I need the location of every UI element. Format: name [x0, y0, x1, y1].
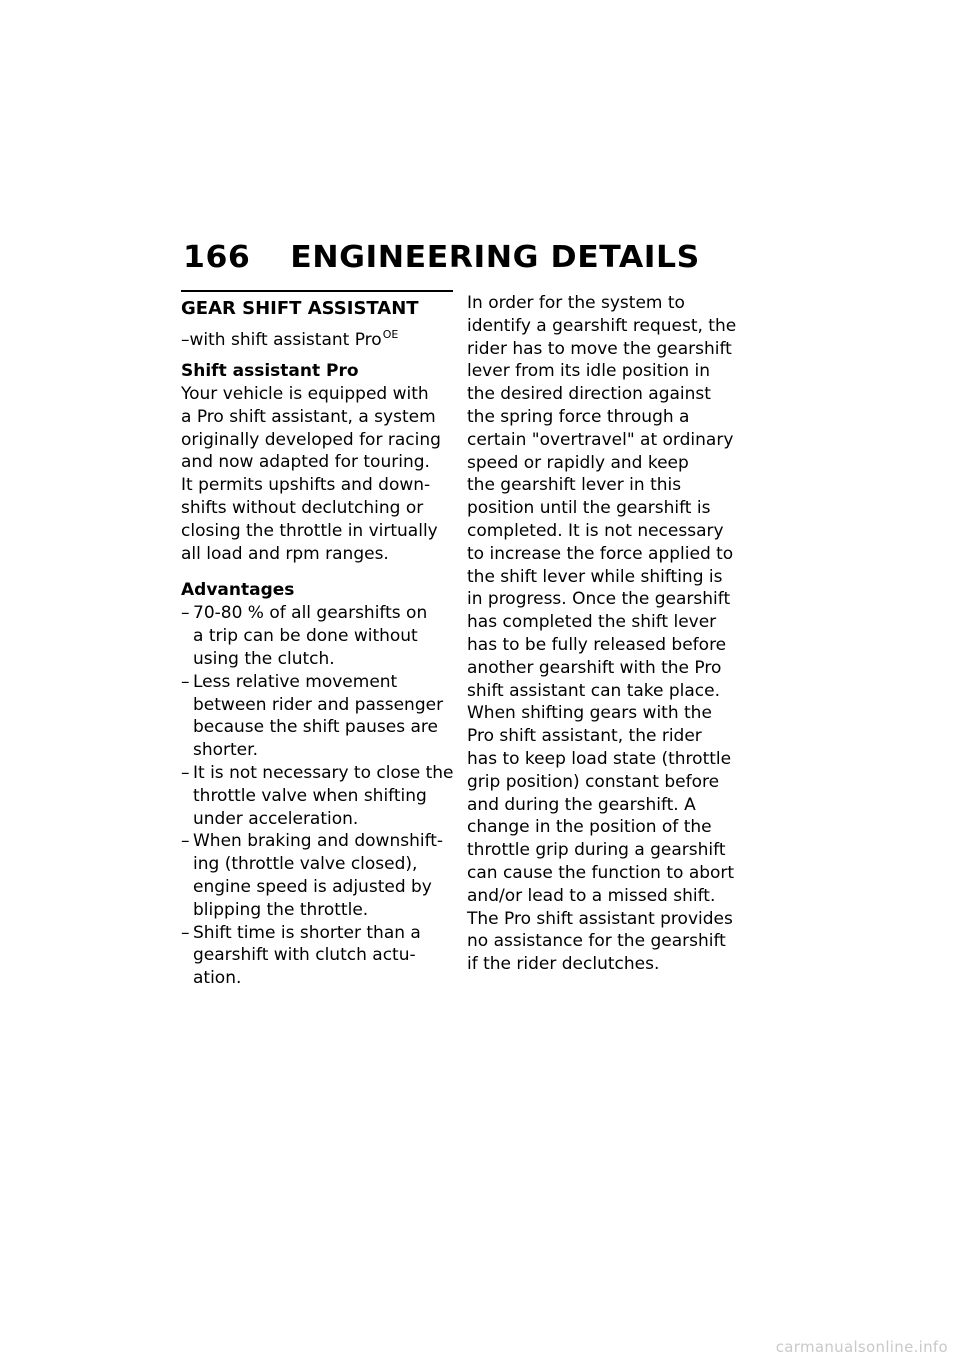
text-line: in progress. Once the gearshift: [467, 589, 731, 610]
list-item: [181, 671, 453, 762]
text-line: no assistance for the gearshift: [467, 931, 726, 952]
list-item: [181, 602, 453, 670]
text-line: throttle valve when shifting: [193, 785, 427, 806]
text-line: has completed the shift lever: [467, 612, 717, 633]
text-line: shift assistant can take place.: [467, 680, 721, 701]
text-line: all load and rpm ranges.: [181, 543, 389, 564]
list-item: [181, 762, 453, 830]
subheading: Shift assistant Pro: [181, 361, 359, 381]
text-line: – It is not necessary to close the: [193, 762, 454, 783]
list-item: [181, 922, 453, 990]
text-line: shifts without declutching or: [181, 497, 424, 518]
list-item: [181, 830, 453, 921]
text-line: gearshift with clutch actu-: [193, 945, 416, 966]
text-line: has to keep load state (throttle: [467, 748, 732, 769]
text-line: can cause the function to abort: [467, 862, 735, 883]
text-line: – When braking and downshift-: [193, 831, 444, 852]
text-line: the spring force through a: [467, 406, 690, 427]
intro-paragraph: [181, 383, 453, 565]
right-paragraph: [467, 292, 739, 976]
text-line: – 70-80 % of all gearshifts on: [193, 603, 428, 624]
text-line: and now adapted for touring.: [181, 452, 430, 473]
text-line: grip position) constant before: [467, 771, 720, 792]
watermark: carmanualsonline.info: [775, 1338, 948, 1356]
text-line: change in the position of the: [467, 817, 712, 838]
text-line: identify a gearshift request, the: [467, 315, 737, 336]
page-header: [183, 240, 700, 275]
left-column: [181, 290, 453, 990]
text-line: shorter.: [193, 740, 258, 761]
advantages-heading: Advantages: [181, 580, 295, 601]
text-line: ation.: [193, 968, 242, 989]
text-line: a Pro shift assistant, a system: [181, 406, 436, 427]
text-line: The Pro shift assistant provides: [467, 908, 733, 929]
text-line: under acceleration.: [193, 808, 359, 829]
text-line: ing (throttle valve closed),: [193, 854, 418, 875]
condition-text: –with shift assistant Pro: [181, 330, 382, 350]
text-line: using the clutch.: [193, 648, 335, 669]
text-line: Your vehicle is equipped with: [181, 384, 429, 404]
advantages-list: [181, 602, 453, 990]
text-line: the gearshift lever in this: [467, 475, 682, 496]
text-line: – Shift time is shorter than a: [193, 922, 421, 943]
text-line: In order for the system to: [467, 293, 685, 313]
right-column: [467, 290, 739, 976]
equipment-condition: [181, 323, 453, 352]
text-line: if the rider declutches.: [467, 954, 660, 975]
text-line: lever from its idle position in: [467, 361, 711, 382]
text-line: certain "overtravel" at ordinary: [467, 429, 734, 450]
text-line: When shifting gears with the: [467, 703, 712, 724]
text-line: blipping the throttle.: [193, 899, 369, 920]
text-line: engine speed is adjusted by: [193, 876, 432, 897]
page-number: 166: [183, 240, 251, 275]
chapter-title: ENGINEERING DETAILS: [290, 240, 700, 275]
text-line: throttle grip during a gearshift: [467, 840, 726, 861]
text-line: and during the gearshift. A: [467, 794, 696, 815]
text-line: speed or rapidly and keep: [467, 452, 689, 473]
text-line: and/or lead to a missed shift.: [467, 885, 716, 906]
text-line: rider has to move the gearshift: [467, 338, 732, 359]
text-line: completed. It is not necessary: [467, 520, 724, 541]
text-line: another gearshift with the Pro: [467, 657, 722, 678]
text-line: because the shift pauses are: [193, 717, 438, 738]
text-line: originally developed for racing: [181, 429, 441, 450]
text-line: between rider and passenger: [193, 694, 444, 715]
text-line: a trip can be done without: [193, 626, 418, 647]
text-line: Pro shift assistant, the rider: [467, 726, 702, 747]
text-line: – Less relative movement: [193, 671, 398, 692]
text-line: has to be fully released before: [467, 634, 727, 655]
text-line: the shift lever while shifting is: [467, 566, 723, 587]
text-line: the desired direction against: [467, 384, 711, 405]
optional-equipment-marker: OE: [382, 328, 399, 341]
text-line: to increase the force applied to: [467, 543, 734, 564]
text-line: closing the throttle in virtually: [181, 520, 438, 541]
text-line: position until the gearshift is: [467, 498, 711, 519]
text-line: It permits upshifts and down-: [181, 475, 431, 496]
section-title: GEAR SHIFT ASSISTANT: [181, 290, 453, 320]
